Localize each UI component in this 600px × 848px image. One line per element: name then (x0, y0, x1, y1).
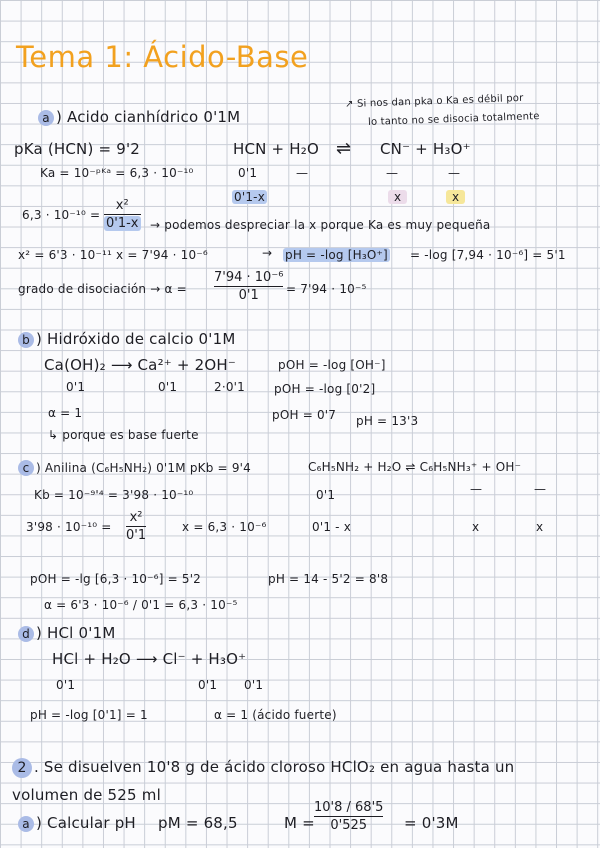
ka-fraction (104, 198, 141, 231)
problem-2a-marker: a (18, 816, 34, 832)
kb-fraction-num: x² (129, 510, 143, 525)
x-value-c: x = 6,3 · 10⁻⁶ (182, 520, 267, 534)
kb-fraction (126, 510, 146, 543)
molarity-fraction-num: 10'8 / 68'5 (314, 800, 384, 815)
ph-value-a: = -log [7,94 · 10⁻⁶] = 5'1 (410, 248, 566, 262)
molar-mass: pM = 68,5 (158, 814, 238, 832)
conc-d-1: 0'1 (56, 678, 76, 692)
ka-equation-left: 6,3 · 10⁻¹⁰ = (22, 208, 101, 222)
ka-fraction-den: 0'1-x (106, 216, 139, 231)
dash-a-3: — (448, 166, 461, 180)
molarity-label: M = (284, 814, 315, 832)
alpha-c: α = 6'3 · 10⁻⁶ / 0'1 = 6,3 · 10⁻⁵ (44, 598, 238, 612)
ph-d: pH = -log [0'1] = 1 (30, 708, 148, 722)
ph-formula-a: pH = -log [H₃O⁺] (285, 248, 388, 262)
alpha-fraction-a (214, 270, 283, 303)
reaction-b: Ca(OH)₂ ⟶ Ca²⁺ + 2OH⁻ (44, 356, 236, 374)
reaction-a-left: HCN + H₂O (233, 140, 319, 158)
ph-b: pH = 13'3 (356, 414, 419, 428)
note-line-1: ↗ Si nos dan pka o Ka es débil por (344, 92, 524, 111)
ph-c: pH = 14 - 5'2 = 8'8 (268, 572, 389, 586)
section-a-heading: a ) Acido cianhídrico 0'1M (38, 108, 240, 126)
problem-2-statement-line-1: 2 . Se disuelven 10'8 g de ácido cloroso HClO₂ en agua hasta un (12, 758, 514, 778)
alpha-fraction-a-den: 0'1 (238, 288, 259, 303)
conc-b-3: 2·0'1 (214, 380, 246, 394)
poh-b-2: pOH = -log [0'2] (274, 382, 376, 396)
reaction-a-right: CN⁻ + H₃O⁺ (380, 140, 471, 158)
alpha-value-a: = 7'94 · 10⁻⁵ (286, 282, 367, 296)
alpha-label-a: grado de disociación → α = (18, 282, 187, 296)
note-line-2: lo tanto no se disocia totalmente (367, 111, 540, 128)
alpha-b: α = 1 (48, 406, 83, 420)
initial-conc-c: 0'1 (316, 488, 336, 502)
section-c-heading: c ) Anilina (C₆H₅NH₂) 0'1M pKb = 9'4 (18, 460, 251, 476)
section-c-marker: c (18, 460, 34, 476)
problem-2-number: 2 (12, 758, 32, 778)
ka-fraction-num: x² (115, 198, 129, 213)
section-d-marker: d (18, 626, 34, 642)
section-b-marker: b (18, 332, 34, 348)
molarity-fraction-den: 0'525 (330, 818, 368, 833)
kb-equation-left: 3'98 · 10⁻¹⁰ = (26, 520, 112, 534)
equilibrium-arrow-icon: ⇌ (336, 138, 352, 159)
dash-c-2: — (534, 482, 547, 496)
dash-c-1: — (470, 482, 483, 496)
x-a-1: x (388, 190, 407, 204)
section-a-marker: a (38, 110, 54, 126)
right-arrow-icon: → (262, 246, 273, 260)
equilibrium-conc-c: 0'1 - x (312, 520, 352, 534)
reaction-c: C₆H₅NH₂ + H₂O ⇌ C₆H₅NH₃⁺ + OH⁻ (308, 460, 522, 474)
kb-fraction-den: 0'1 (126, 528, 147, 543)
equilibrium-conc-a: 0'1-x (234, 190, 265, 204)
section-d-heading: d ) HCl 0'1M (18, 624, 115, 642)
page-title: Tema 1: Ácido-Base (16, 40, 309, 74)
alpha-fraction-a-num: 7'94 · 10⁻⁶ (214, 270, 284, 285)
problem-2a: a ) Calcular pH (18, 814, 136, 832)
initial-conc-a: 0'1 (238, 166, 258, 180)
x-c-2: x (536, 520, 544, 534)
x-a-2: x (446, 190, 465, 204)
poh-b-1: pOH = -log [OH⁻] (278, 358, 386, 372)
section-b-heading: b ) Hidróxido de calcio 0'1M (18, 330, 236, 348)
problem-2-statement-line-2: volumen de 525 ml (12, 786, 161, 804)
x-squared-line: x² = 6'3 · 10⁻¹¹ x = 7'94 · 10⁻⁶ (18, 248, 208, 262)
molarity-value: = 0'3M (404, 814, 459, 832)
x-c-1: x (472, 520, 480, 534)
molarity-fraction (314, 800, 383, 833)
reason-b: ↳ porque es base fuerte (48, 428, 199, 442)
reaction-d: HCl + H₂O ⟶ Cl⁻ + H₃O⁺ (52, 650, 247, 668)
poh-b-3: pOH = 0'7 (272, 408, 337, 422)
curved-arrow-icon: ↗ (344, 98, 358, 111)
conc-d-2: 0'1 (198, 678, 218, 692)
dash-a-2: — (386, 166, 399, 180)
pka-hcn: pKa (HCN) = 9'2 (14, 140, 141, 158)
conc-b-2: 0'1 (158, 380, 178, 394)
conc-b-1: 0'1 (66, 380, 86, 394)
kb-value: Kb = 10⁻⁹'⁴ = 3'98 · 10⁻¹⁰ (34, 488, 194, 502)
despreciar-note: → podemos despreciar la x porque Ka es muy pequeña (150, 218, 491, 232)
conc-d-3: 0'1 (244, 678, 264, 692)
ka-value: Ka = 10⁻ᵖᴷᵃ = 6,3 · 10⁻¹⁰ (40, 166, 194, 180)
poh-c: pOH = -lg [6,3 · 10⁻⁶] = 5'2 (30, 572, 202, 586)
dash-a-1: — (296, 166, 309, 180)
alpha-d: α = 1 (ácido fuerte) (214, 708, 337, 722)
